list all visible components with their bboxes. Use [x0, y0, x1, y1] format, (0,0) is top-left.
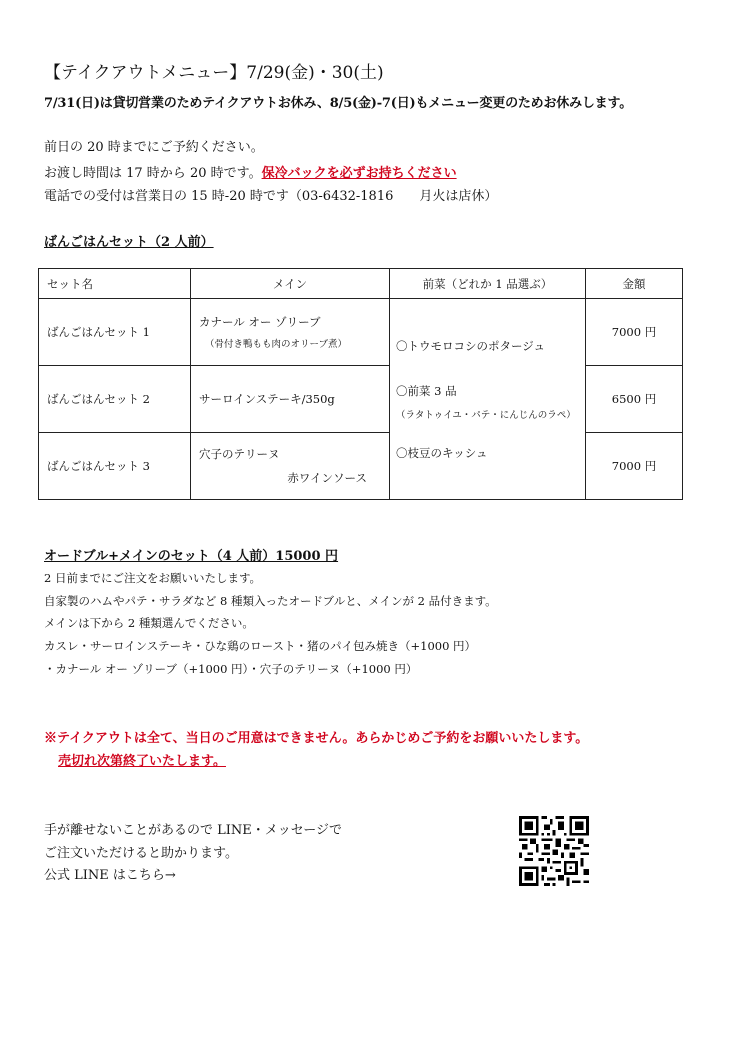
set-price: 7000 円 — [586, 433, 683, 500]
hors-line: カスレ・サーロインステーキ・ひな鶏のロースト・猪のパイ包み焼き（+1000 円） — [44, 639, 477, 653]
info-cooler-bag: 保冷バックを必ずお持ちください — [261, 166, 457, 181]
col-appetizer: 前菜（どれか 1 品選ぶ） — [390, 269, 586, 299]
appetizer-option-note: （ラタトゥイユ・パテ・にんじんのラペ） — [396, 409, 576, 421]
appetizer-option: 〇前菜 3 品 — [396, 383, 457, 398]
appetizer-option: 〇トウモロコシのポタージュ — [396, 338, 546, 353]
set-main — [191, 299, 390, 366]
table-row — [39, 433, 683, 500]
main-dish: カナール オー ゾリーブ — [199, 315, 321, 329]
set-name: ばんごはんセット 1 — [39, 299, 191, 366]
page-title: 【テイクアウトメニュー】7/29(金)・30(土) — [44, 63, 384, 83]
main-dish: 穴子のテリーヌ — [199, 447, 280, 461]
warning-line-2: 売切れ次第終了いたします。 — [58, 754, 226, 769]
bangohan-table — [38, 268, 683, 500]
set-price: 6500 円 — [586, 366, 683, 433]
set-name: ばんごはんセット 3 — [39, 433, 191, 500]
info-pickup — [44, 162, 457, 181]
warning-line-1: ※テイクアウトは全て、当日のご用意はできません。あらかじめご予約をお願いいたします。 — [44, 731, 589, 746]
table-header-row — [39, 269, 683, 299]
main-dish-note: 赤ワインソース — [287, 471, 367, 485]
hors-line: ・カナール オー ゾリーブ（+1000 円）・穴子のテリーヌ（+1000 円） — [44, 662, 418, 676]
set-main: サーロインステーキ/350g — [191, 366, 390, 433]
table-row — [39, 366, 683, 433]
line-official-link[interactable]: 公式 LINE はこちら→ — [44, 868, 176, 883]
hors-line: 2 日前までにご注文をお願いいたします。 — [44, 571, 262, 585]
set-price: 7000 円 — [586, 299, 683, 366]
info-pickup-time: お渡し時間は 17 時から 20 時です。 — [44, 166, 262, 181]
line-contact-1: 手が離せないことがあるので LINE・メッセージで — [44, 823, 342, 838]
set-main — [191, 433, 390, 500]
hors-line: 自家製のハムやパテ・サラダなど 8 種類入ったオードブルと、メインが 2 品付きます。 — [44, 594, 497, 608]
col-set-name: セット名 — [39, 269, 191, 299]
table-row — [39, 299, 683, 366]
line-contact-2: ご注文いただけると助かります。 — [44, 846, 238, 861]
set-name: ばんごはんセット 2 — [39, 366, 191, 433]
closure-notice: 7/31(日)は貸切営業のためテイクアウトお休み、8/5(金)-7(日)もメニュー変更のためお休みします。 — [44, 96, 633, 111]
line-qr-code[interactable] — [519, 816, 589, 886]
hors-heading: オードブル+メインのセット（4 人前）15000 円 — [44, 549, 339, 564]
appetizer-options — [390, 299, 586, 500]
appetizer-option: 〇枝豆のキッシュ — [396, 445, 488, 460]
col-main: メイン — [191, 269, 390, 299]
col-price: 金額 — [586, 269, 683, 299]
info-reservation: 前日の 20 時までにご予約ください。 — [44, 140, 264, 155]
info-phone: 電話での受付は営業日の 15 時-20 時です（03-6432-1816 月火は店休） — [44, 189, 498, 204]
hors-line: メインは下から 2 種類選んでください。 — [44, 616, 254, 630]
bangohan-heading: ばんごはんセット（2 人前） — [44, 235, 214, 250]
main-dish-note: （骨付き鴨もも肉のオリーブ煮） — [205, 339, 348, 350]
